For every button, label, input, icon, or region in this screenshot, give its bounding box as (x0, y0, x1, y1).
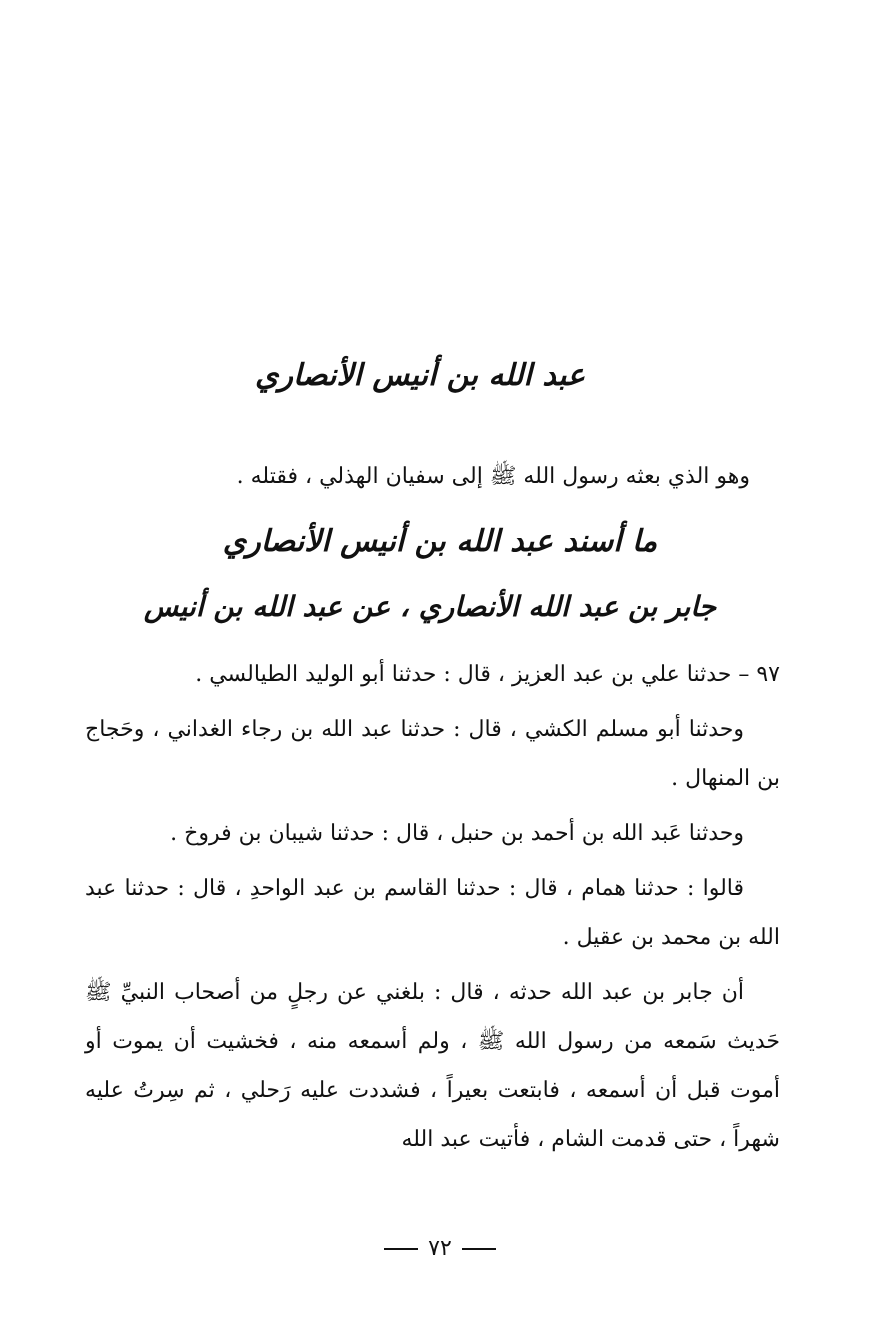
page-number (340, 1236, 540, 1261)
chapter-title: عبد الله بن أنيس الأنصاري (254, 358, 586, 393)
dash-left (384, 1248, 418, 1250)
section-title: ما أسند عبد الله بن أنيس الأنصاري (222, 524, 658, 559)
paragraph-chain-3: وحدثنا عَبد الله بن أحمد بن حنبل ، قال : حدثنا شيبان بن فروخ . (170, 821, 744, 846)
dash-right (462, 1248, 496, 1250)
paragraph-matn: أن جابر بن عبد الله حدثه ، قال : بلغني عن رجلٍ من أصحاب النبيِّ ﷺ حَديث سَمعه من رسول الله ﷺ ، ولم أسمعه منه ، فخشيت أن يموت أو أموت قبل أن أسمعه ، فابتعت بعيراً ، فشددت عليه رَحلي ، ثم سِرتُ عليه شهراً ، حتى قدمت الشام ، فأتيت عبد الله (85, 980, 780, 1152)
body-text (85, 650, 780, 1170)
page-number-text: ٧٢ (428, 1236, 452, 1261)
intro-text: وهو الذي بعثه رسول الله ﷺ إلى سفيان الهذلي ، فقتله . (236, 464, 750, 489)
paragraph-chain-2: وحدثنا أبو مسلم الكشي ، قال : حدثنا عبد الله بن رجاء الغداني ، وحَجاج بن المنهال . (85, 717, 780, 791)
subsection-title: جابر بن عبد الله الأنصاري ، عن عبد الله بن أنيس (143, 590, 717, 623)
paragraph-chain-4: قالوا : حدثنا همام ، قال : حدثنا القاسم بن عبد الواحدِ ، قال : حدثنا عبد الله بن محمد بن عقيل . (85, 876, 780, 950)
paragraph-hadith-97: ٩٧ – حدثنا علي بن عبد العزيز ، قال : حدثنا أبو الوليد الطيالسي . (195, 662, 780, 687)
